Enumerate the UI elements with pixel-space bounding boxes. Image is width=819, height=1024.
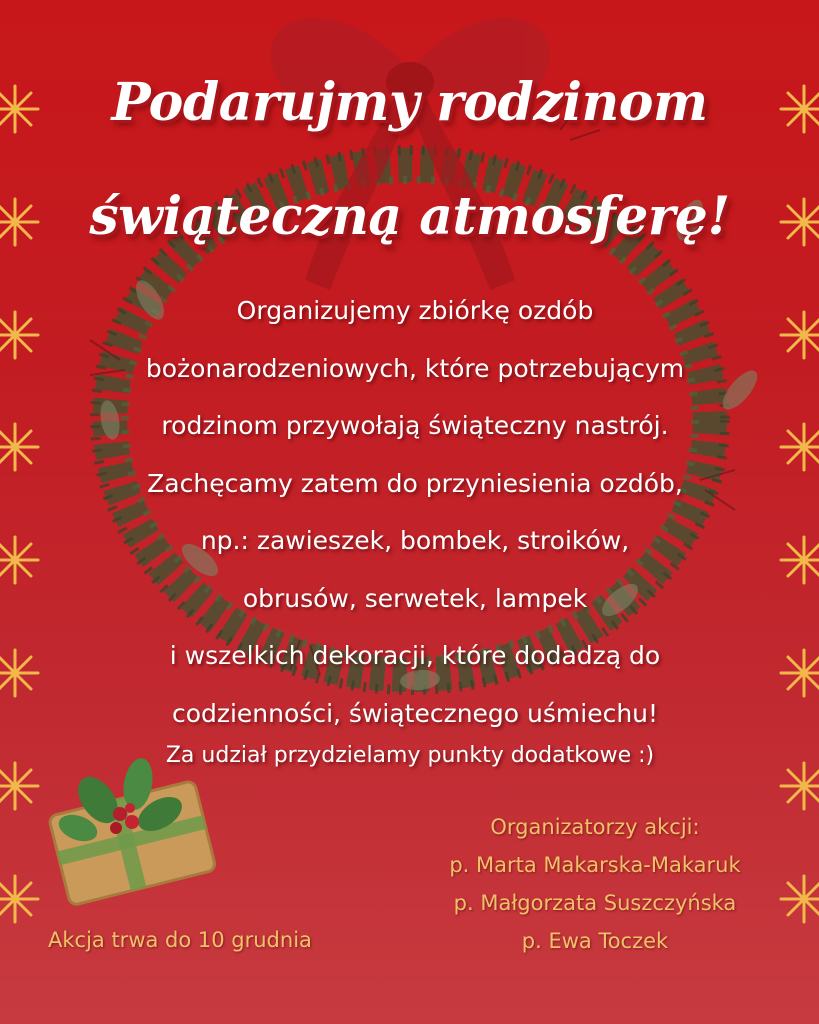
body-line: rodzinom przywołają świąteczny nastrój. [161, 411, 669, 440]
star-icon [0, 759, 42, 813]
body-line: obrusów, serwetek, lampek [242, 583, 588, 613]
body-line: Zachęcamy zatem do przyniesienia ozdób, [147, 468, 683, 498]
star-icon [0, 308, 42, 362]
organizer-name: p. Marta Makarska-Makaruk [449, 853, 741, 877]
body-text [70, 282, 760, 742]
star-icon [777, 759, 819, 813]
title-line-2: świąteczną atmosferę! [89, 186, 730, 247]
deadline-note: Akcja trwa do 10 grudnia [48, 928, 312, 952]
organizers-heading: Organizatorzy akcji: [490, 815, 700, 839]
body-line: codzienności, świątecznego uśmiechu! [171, 698, 659, 728]
star-icon [0, 533, 42, 587]
organizer-name: p. Ewa Toczek [521, 929, 669, 953]
title-line-1: Podarujmy rodzinom [111, 72, 708, 133]
star-icon [777, 420, 819, 474]
star-icon [0, 420, 42, 474]
star-icon [777, 308, 819, 362]
organizer-name: p. Małgorzata Suszczyńska [453, 891, 737, 915]
star-icon [0, 872, 42, 926]
star-icon [777, 646, 819, 700]
organizers-block [420, 808, 770, 960]
body-line: np.: zawieszek, bombek, stroików, [200, 526, 630, 555]
star-icon [0, 646, 42, 700]
body-line: Organizujemy zbiórkę ozdób [236, 296, 594, 325]
star-icon [777, 872, 819, 926]
gift-icon [38, 748, 218, 908]
body-line: i wszelkich dekoracji, które dodadzą do [169, 641, 661, 670]
star-icon [777, 533, 819, 587]
body-line: bożonarodzeniowych, które potrzebującym [145, 353, 685, 383]
bonus-points-note: Za udział przydzielamy punkty dodatkowe :) [165, 743, 655, 768]
